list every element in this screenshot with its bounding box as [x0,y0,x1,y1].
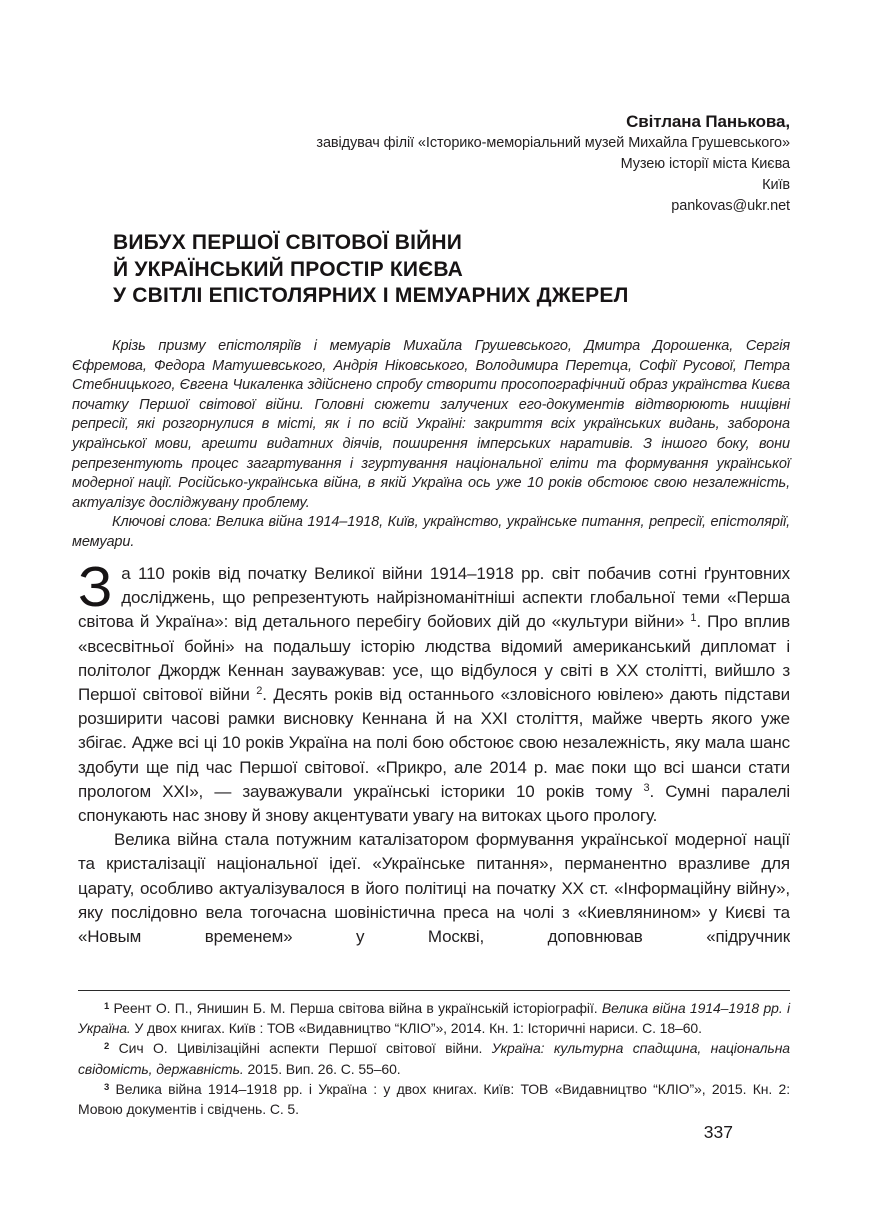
footnote-source-italic: Велика війна 1914–1918 рр. і Україна. [78,1000,790,1037]
author-name: Світлана Панькова, [626,112,790,131]
footnote-text: Велика війна 1914–1918 рр. і Україна : у двох книгах. Київ: ТОВ «Видавництво “КЛІО”», 2015. Кн. 2: Мовою документів і свідчень. С. 5. [78,1080,790,1118]
footnotes-section [78,990,790,1119]
article-title-line: Й УКРАЇНСЬКИЙ ПРОСТІР КИЄВА [113,257,464,281]
footnote-text: Сич О. Цивілізаційні аспекти Першої світової війни. [118,1040,492,1057]
article-body [78,562,790,986]
footnote-3 [78,1079,790,1119]
body-text-segment: . Про вплив «всесвітньої бойні» на подальшу історію людства відомий американський дипломат і політолог Джордж Кеннан зауважував: усе, що відбулося у світі в ХХ столітті, вийшло з Першої світової війни [78,612,790,705]
footnote-ref-3: 3 [643,781,650,794]
body-paragraph-1 [78,562,790,828]
footnote-text: 2015. Вип. 26. С. 55–60. [243,1060,401,1077]
footnote-2 [78,1038,790,1078]
author-city: Київ [762,177,790,193]
author-block [78,110,790,217]
keywords-label: Ключові слова: [112,514,212,531]
keywords-paragraph [72,513,790,552]
article-title-line: У СВІТЛІ ЕПІСТОЛЯРНИХ І МЕМУАРНИХ ДЖЕРЕЛ [113,284,629,307]
footnote-ref-1: 1 [690,612,697,625]
author-email: pankovas@ukr.net [671,198,790,214]
article-title [113,230,790,310]
body-text-segment: а 110 років від початку Великої війни 1914–1918 рр. світ побачив сотні ґрунтовних досліджень, що репрезентують найрізноманітніші аспекти глобальної теми «Перша світова й Україна»: від детального перебігу бойових дій до «культури війни» [78,564,790,632]
footnote-source-italic: Україна: культурна спадщина, національна свідомість, державність. [78,1040,790,1077]
footnote-ref-2: 2 [256,685,263,698]
footnote-text: Реент О. П., Янишин Б. М. Перша світова війна в українській історіографії. [113,1000,602,1016]
footnote-text: У двох книгах. Київ : ТОВ «Видавництво “КЛІО”», 2014. Кн. 1: Історичні нариси. С. 18–60. [130,1020,702,1037]
footnote-1 [78,998,790,1038]
abstract-section [72,337,790,553]
dropcap-letter: З [78,562,113,619]
footnote-marker: 3 [104,1081,110,1093]
body-text-segment: . Десять років від останнього «зловісного ювілею» дають підстави розширити часові рамки висновку Кеннана й на ХХІ століття, майже чверть якого уже збігає. Адже всі ці 10 років Україна на полі бою обстоює свою незалежність, яку мала шанс здобути ще під час Першої світової. «Прикро, але 2014 р. має поки що всі шанси стати прологом ХХІ», — зауважували українські історики 10 років тому [78,685,790,801]
footnote-marker: 1 [104,1001,110,1012]
keywords-text: Велика війна 1914–1918, Київ, українство, українське питання, репресії, епістолярії, мемуари. [72,514,790,550]
author-affiliation-line: завідувач філії «Історико-меморіальний музей Михайла Грушевського» [316,135,790,151]
body-paragraph-2: Велика війна стала потужним каталізатором формування української модерної нації та кристалізації національної ідеї. «Українське питання», перманентно вразливе для царату, особливо актуалізувалося в його політиці на початку ХХ ст. «Інформаційну війну», яку послідовно вела тогочасна шовіністична преса на чолі з «Киевлянином» у Києві та «Новым временем» у Москві, доповнював «підручник [78,830,790,947]
body-text-segment: . Сумні паралелі спонукають нас знову й знову акцентувати увагу на витоках цього прологу. [78,781,790,826]
abstract-paragraph: Крізь призму епістоляріїв і мемуарів Михайла Грушевського, Дмитра Дорошенка, Сергія Єфремова, Федора Матушевського, Андрія Ніковського, Володимира Перетца, Софії Русової, Петра Стебницького, Євгена Чикаленка здійснено спробу створити просопографічний образ українства Києва початку Першої світової війни. Головні сюжети залучених его-документів відтворюють нищівні репресії, які розгорнулися в місті, як і по всій Україні: закриття всіх українських видань, заборона української мови, арешти видатних діячів, поширення імперських наративів. З іншого боку, вони репрезентують процес загартування і згуртування національної еліти та формування української модерної нації. Російсько-українська війна, в якій Україна ось уже 10 років обстоює свою незалежність, актуалізує досліджувану проблему. [72,338,790,511]
article-title-line: ВИБУХ ПЕРШОЇ СВІТОВОЇ ВІЙНИ [113,231,463,254]
author-affiliation-line: Музею історії міста Києва [620,156,790,172]
footnote-marker: 2 [104,1041,110,1053]
page-number: 337 [703,1122,733,1142]
